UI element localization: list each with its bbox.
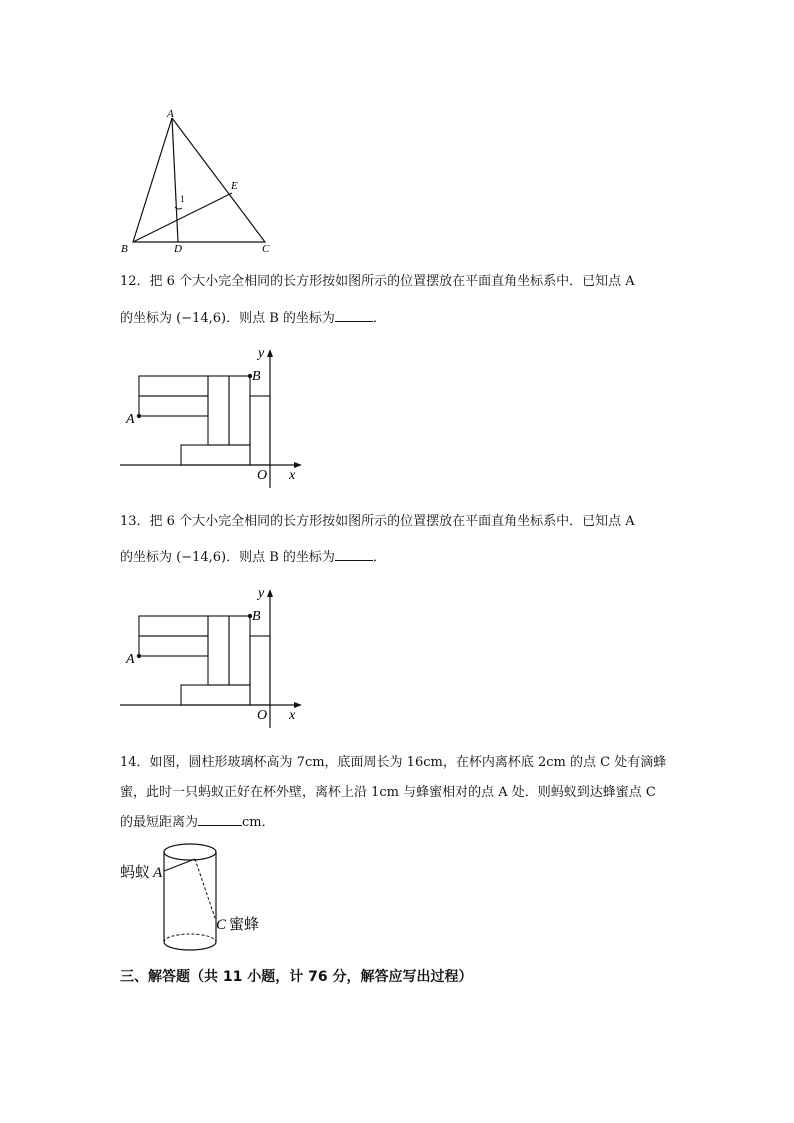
cylinder-figure — [115, 838, 285, 958]
label-b: B — [252, 369, 261, 384]
q12-line2-text: 的坐标为 (−14,6)．则点 B 的坐标为 — [120, 311, 335, 326]
path-rim-to-c — [195, 859, 215, 918]
rect-v3 — [250, 636, 270, 705]
y-axis-arrow — [267, 589, 273, 597]
q14-line3-text: 的最短距离为 — [120, 815, 199, 830]
rect-h2 — [139, 396, 208, 416]
q12-line2-end: ． — [372, 311, 386, 326]
label-o: O — [257, 708, 268, 723]
rect-h3 — [181, 445, 250, 465]
label-e: E — [231, 180, 238, 192]
label-y: y — [258, 346, 265, 361]
label-honey: 蜜蜂 — [229, 917, 260, 933]
segment-ad — [172, 118, 178, 242]
q13-answer-blank[interactable] — [335, 548, 373, 561]
cylinder-bottom-back — [164, 934, 216, 942]
y-axis-arrow — [267, 349, 273, 357]
rect-v1 — [208, 616, 229, 685]
q13-line1: 13．把 6 个大小完全相同的长方形按如图所示的位置摆放在平面直角坐标系中．已知点 A — [120, 514, 635, 529]
rect-v3 — [250, 396, 270, 465]
label-x: x — [289, 468, 296, 483]
point-a — [137, 654, 141, 658]
cylinder-top — [164, 844, 216, 860]
label-y: y — [258, 586, 265, 601]
rect-h2 — [139, 636, 208, 656]
label-x: x — [289, 708, 296, 723]
rect-h1 — [139, 376, 208, 396]
coordinate-figure-13 — [118, 583, 308, 728]
path-a-to-rim — [164, 859, 195, 871]
q12-line2 — [120, 307, 386, 326]
q13-line2-text: 的坐标为 (−14,6)．则点 B 的坐标为 — [120, 550, 335, 565]
q13-line2 — [120, 546, 386, 565]
label-ant: 蚂蚁 — [120, 865, 151, 881]
rect-h1 — [139, 616, 208, 636]
q12-line1: 12．把 6 个大小完全相同的长方形按如图所示的位置摆放在平面直角坐标系中．已知点 A — [120, 274, 635, 289]
label-a: A — [126, 652, 135, 667]
rect-h3 — [181, 685, 250, 705]
q13-line2-end: ． — [372, 550, 386, 565]
label-o: O — [257, 468, 268, 483]
label-b: B — [121, 243, 128, 255]
q14-line3-end: cm． — [242, 815, 275, 830]
label-d: D — [174, 243, 182, 255]
rect-v1 — [208, 376, 229, 445]
coordinate-figure-12 — [118, 343, 308, 488]
rect-v2 — [229, 376, 250, 445]
q14-line1: 14．如图，圆柱形玻璃杯高为 7cm，底面周长为 16cm，在杯内离杯底 2cm 的点 C 处有滴蜂 — [120, 755, 667, 770]
label-angle-1: 1 — [180, 194, 185, 204]
label-a: A — [126, 412, 135, 427]
point-a — [137, 414, 141, 418]
rect-v2 — [229, 616, 250, 685]
q12-answer-blank[interactable] — [335, 309, 373, 322]
label-c: C — [262, 243, 270, 255]
label-a: A — [153, 865, 163, 881]
triangle-abc — [133, 118, 265, 242]
q14-line2: 蜜，此时一只蚂蚁正好在杯外壁，离杯上沿 1cm 与蜂蜜相对的点 A 处．则蚂蚁到达蜂蜜点 C — [120, 785, 656, 800]
label-b: B — [252, 609, 261, 624]
q14-line3 — [120, 811, 275, 830]
label-c: C — [216, 917, 227, 933]
triangle-figure — [110, 100, 290, 260]
section-3-heading: 三、解答题（共 11 小题，计 76 分，解答应写出过程） — [120, 969, 473, 985]
q14-answer-blank[interactable] — [198, 813, 242, 826]
cylinder-bottom-front — [164, 942, 216, 950]
label-a: A — [167, 108, 174, 120]
